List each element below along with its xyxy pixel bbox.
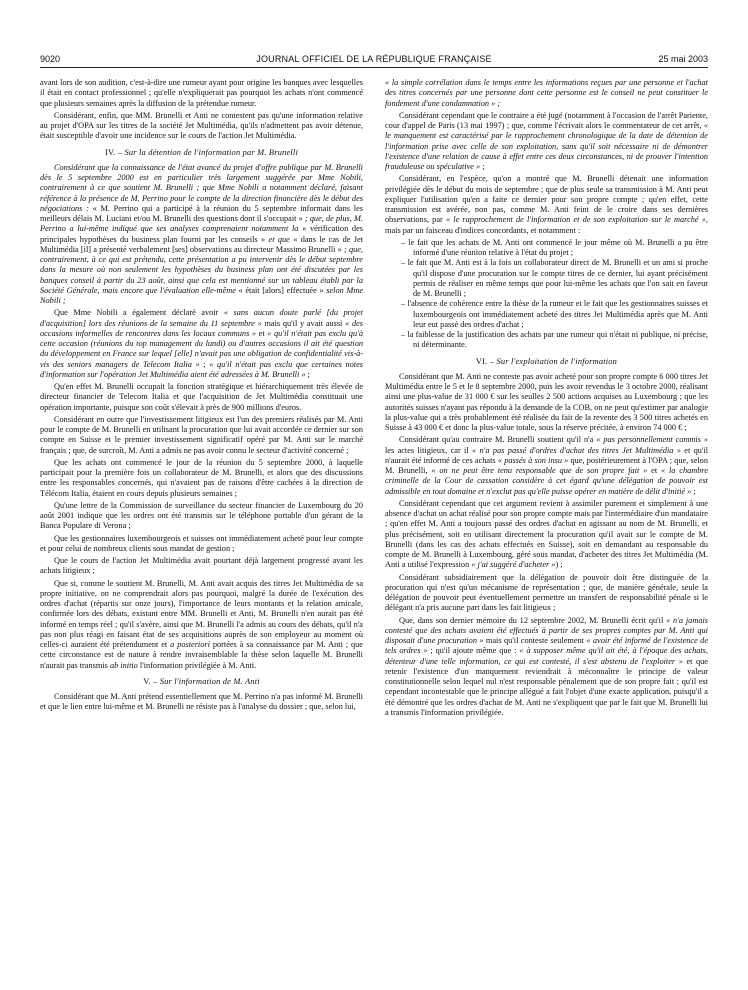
list-item: – la faiblesse de la justification des achats par une rumeur qui n'était ni publique, ni précise, ni déterminante.: [401, 330, 708, 350]
header-rule: [40, 67, 708, 68]
paragraph: Que si, comme le soutient M. Brunelli, M. Anti avait acquis des titres Jet Multimédia de sa propre initiative, on ne comprendrait alors pas pourquoi, malgré la durée de l'exécution des ordres d'achat (répartis sur onze jours), l'importance de leurs montants et la relation amicale, confirmée lors des débats, existant entre MM. Brunelli et Anti, M. Brunelli n'en aurait pas été informé en temps réel ; qu'il s'avère, ainsi que M. Brunelli l'a admis au cours des débats, qu'il n'a pas non plus réagi en faisant état de ses acquisitions auprès de son employeur au moment où celles-ci auraient été prétendument et a posteriori portées à sa connaissance par M. Anti ; que cette circonstance est de nature à rendre invraisemblable la thèse selon laquelle M. Brunelli n'aurait pas transmis ab initio l'information privilégiée à M. Anti.: [40, 578, 363, 670]
paragraph: Que Mme Nobili a également déclaré avoir « sans aucun doute parlé [du projet d'acquisition] lors des réunions de la semaine du 11 septembre » mais qu'il y avait aussi « des occasions informelles de rencontres dans les locaux communs » et « qu'il n'était pas exclu qu'à cette occasion (réunions du top management du lundi) ou d'autres occasions il ait été question du développement en France sur lequel [elle] n'avait pas une obligation de confidentialité vis-à-vis des seniors managers de Telecom Italia » ; « qu'il n'était pas exclu que certaines notes d'information sur l'opération Jet Multimédia aient été adressées à M. Brunelli » ;: [40, 308, 363, 379]
section-heading-vi: VI. – Sur l'exploitation de l'information: [475, 356, 618, 366]
list-item: – le fait que les achats de M. Anti ont commencé le jour même où M. Brunelli a pu être informé d'une réunion relative à l'état du projet ;: [401, 237, 708, 257]
paragraph: Considérant que la connaissance de l'état avancé du projet d'offre publique par M. Brunelli dès le 5 septembre 2000 est en particulier très largement suggérée par Mme Nobili, contrairement à ce que soutient M. Brunelli ; que Mme Nobili a notamment déclaré, faisant référence à la présence de M. Perrino pour le compte de la direction financière dès le début des négociations : « M. Perrino qui a participé à la réunion du 5 septembre informait dans les meilleurs délais M. Luciani et/ou M. Brunelli des questions dont il s'occupait » ; que, de plus, M. Perrino a lui-même indiqué que ses analyses comprenaient notamment la « vérification des principales hypothèses du business plan fourni par les conseils » et que « dans le cas de Jet Multimédia [il] a présenté verbalement [ses] observations au directeur Massimo Brunelli » ; que, contrairement, à ce qui est prétendu, cette présentation a pu intervenir dès le début septembre dans la mesure où non seulement les hypothèses du business plan ont été discutées par les banques conseil à partir du 23 août, ainsi que cela est mentionné sur un tableau établi par la Société Générale, mais encore que l'évaluation elle-même « était [alors] effectuée » selon Mme Nobili ;: [40, 162, 363, 305]
page-header: [40, 52, 708, 66]
paragraph: Considérant qu'au contraire M. Brunelli soutient qu'il n'a « pas personnellement commis » les actes litigieux, car il « n'a pas passé d'ordres d'achat des titres Jet Multimédia » et qu'il n'aurait été informé de ces achats « passés à son insu » que, postérieurement à l'OPA ; que, selon M. Brunelli, « on ne peut être tenu responsable que de son propre fait » et « la chambre criminelle de la Cour de cassation considère à cet égard qu'une délégation de pouvoir est admissible en tout domaine et n'exclut pas qu'elle puisse opérer en matière de délit d'initié » ;: [385, 435, 708, 496]
paragraph: Que le cours de l'action Jet Multimédia avait pourtant déjà largement progressé avant les achats litigieux ;: [40, 556, 363, 576]
publication-date: 25 mai 2003: [658, 54, 708, 64]
paragraph: Qu'en effet M. Brunelli occupait la fonction stratégique et hiérarchiquement très élevée de directeur financier de Telecom Italia et que l'acquisition de Jet Multimédia constituait une opération importante, puisque son coût s'élevait à près de 900 millions d'euros.: [40, 382, 363, 412]
paragraph: Considérant que M. Anti ne conteste pas avoir acheté pour son propre compte 6 000 titres Jet Multimédia entre le 5 et le 8 septembre 2000, puis les avoir revendus le 3 octobre 2000, réalisant ainsi une plus-value de 31 000 € sur les seulles 2 500 actions acquises au Luxembourg ; que les autorités suisses n'ayant pas répondu à la demande de la COB, on ne peut qu'estimer par analogie la plus-value qui a très probablement été réalisée du fait de la revente des 3 500 titres achetés en Suisse à 43 000 € et donc la plus-value totale, sous la réserve précitée, à environ 74 000 € ;: [385, 371, 708, 432]
section-heading-v: V. – Sur l'information de M. Anti: [143, 676, 260, 686]
paragraph: Considérant en outre que l'investissement litigieux est l'un des premiers réalisés par M. Anti pour le compte de M. Brunelli en utilisant la procuration que lui avait accordée ce dernier sur son compte en Suisse et le premier investissement significatif opéré par M. Anti sur le marché français ; que, de surcroît, M. Anti a admis ne pas avoir connu le secteur d'activité concerné ;: [40, 414, 363, 455]
paragraph: Qu'une lettre de la Commission de surveillance du secteur financier de Luxembourg du 20 août 2001 indique que les ordres ont été transmis sur le téléphone portable d'un gérant de la Banca Populare di Verona ;: [40, 500, 363, 531]
paragraph: Considérant, en l'espèce, qu'on a montré que M. Brunelli détenait une information privilégiée dès le début du mois de septembre ; que de plus seule sa transmission à M. Anti peut expliquer l'utilisation qu'en a faite ce dernier pour son propre compte ; qu'en effet, cette transmission est avérée, non pas, comme M. Anti feint de le croire dans ses dernières observations, par « le rapprochement de l'information et de son exploitation sur le marché », mais par un faisceau d'indices concordants, et notamment :: [385, 174, 708, 235]
paragraph: Que, dans son dernier mémoire du 12 septembre 2002, M. Brunelli écrit qu'il « n'a jamais contesté que des achats avaient été effectués à partir de ses propres comptes par M. Anti qui disposait d'une procuration » mais qu'il conteste seulement « avoir été informé de l'existence de tels ordres » ; qu'il ajoute même que : « à supposer même qu'il ait été, à l'époque des achats, détenteur d'une telle information, ce qui est contesté, il s'est abstenu de l'exploiter » et que retenir l'existence d'un manquement reviendrait à méconnaître le principe de valeur constitutionnelle selon lequel nul n'est responsable pénalement que de son propre fait ; qu'il est cependant incontestable que le principe allégué a fait l'objet d'une exacte application, puisqu'il a été démontré que les ordres d'achat de M. Anti ne s'expliquent que par le fait que M. Brunelli lui a transmis l'information privilégiée.: [385, 615, 708, 717]
paragraph: Que les gestionnaires luxembourgeois et suisses ont immédiatement acheté pour leur compte et pour celui de nombreux clients sous mandat de gestion ;: [40, 533, 363, 553]
left-column: [40, 78, 363, 978]
paragraph: Considérant cependant que le contraire a été jugé (notamment à l'occasion de l'arrêt Pariente, cour d'appel de Paris (13 mai 1997) ; que, comme l'écrivait alors le commentateur de cet arrêt, « le manquement est caractérisé par le rapprochement chronologique de la date de détention de l'information prise avec celle de son exploitation, sans qu'il soit nécessaire ni de démontrer l'existence d'une relation de cause à effet entre ces deux circonstances, ni de prouver l'intention frauduleuse ou spéculative » ;: [385, 110, 708, 171]
paragraph: « la simple corrélation dans le temps entre les informations reçues par une personne et l'achat des titres concernés par une personne dont cette personne est le conseil ne peut constituer le fondement d'une condamnation » ;: [385, 78, 708, 108]
paragraph: Considérant, enfin, que MM. Brunelli et Anti ne contestent pas qu'une information relative au projet d'OPA sur les titres de la société Jet Multimédia, qu'ils n'admettent pas avoir détenue, était susceptible d'avoir une incidence sur le cours de l'action Jet Multimédia.: [40, 110, 363, 141]
section-heading-iv: IV. – Sur la détention de l'information par M. Brunelli: [105, 147, 298, 157]
right-column: [385, 78, 708, 978]
list-item: – le fait que M. Anti est à la fois un collaborateur direct de M. Brunelli et un ami si proche qu'il dispose d'une procuration sur le compte titres de ce dernier, lui ayant précisément permis de réaliser en même temps que pour lui-même les achats que l'on sait en faveur de M. Brunelli ;: [401, 258, 708, 298]
paragraph: Considérant cependant que cet argument revient à assimiler purement et simplement à une absence d'achat un achat réalisé pour son propre compte mais par l'intermédiaire d'un mandataire ; qu'en effet M. Anti a toujours passé des ordres d'achat en agissant au nom de M. Brunelli, et plus précisément, soit en utilisant directement la procuration qu'il avait sur le compte de M. Brunelli (dans les cas des achats effectués en Suisse), soit en demandant au responsable du compte de M. Brunelli à Luxembourg, géré sous mandat, d'acheter des titres Jet Multimédia (M. Anti a utilisé l'expression « j'ai suggéré d'acheter ») ;: [385, 498, 708, 570]
paragraph: Considérant que M. Anti prétend essentiellement que M. Perrino n'a pas informé M. Brunelli et que le lien entre lui-même et M. Brunelli ne résiste pas à l'analyse du dossier ; que, selon lui,: [40, 692, 363, 712]
page-number: 9020: [40, 54, 61, 64]
paragraph: Considérant subsidiairement que la délégation de pouvoir doit être distinguée de la procuration qui n'est qu'un mécanisme de représentation ; que, de manière générale, seule la délégation de pouvoir peut éventuellement permettre un transfert de responsabilité pénale si le délégant n'a pris aucune part dans les fait litigieux ;: [385, 572, 708, 613]
paragraph: avant lors de son audition, c'est-à-dire une rumeur ayant pour origine les banques avec lesquelles il était en contact professionnel ; qu'elle n'expliquerait pas pourquoi les achats n'ont commencé que plusieurs semaines après la diffusion de la prétendue rumeur.: [40, 78, 363, 108]
journal-title: JOURNAL OFFICIEL DE LA RÉPUBLIQUE FRANÇAISE: [256, 54, 492, 64]
indices-list: [385, 238, 708, 351]
list-item: – l'absence de cohérence entre la thèse de la rumeur et le fait que les gestionnaires suisses et luxembourgeois ont immédiatement acheté des titres Jet Multimédia après que M. Anti leur eut passé des ordres d'achat ;: [401, 299, 708, 329]
paragraph: Que les achats ont commencé le jour de la réunion du 5 septembre 2000, à laquelle participait pour la première fois un collaborateur de M. Brunelli, et alors que des discussions entre les responsables concernés, qui n'avaient pas de raisons d'être cachées à la direction de Télécom Italia, étaient en cours depuis plusieurs semaines ;: [40, 457, 363, 498]
